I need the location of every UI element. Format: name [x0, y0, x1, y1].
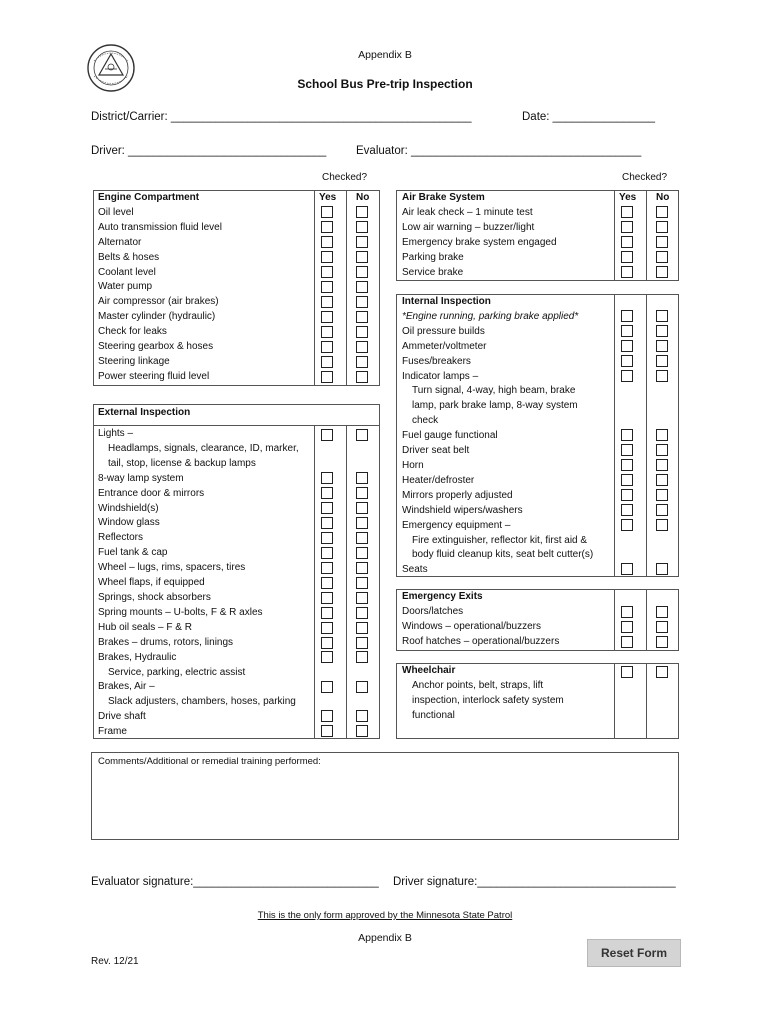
evaluator-signature-field[interactable]: Evaluator signature:_____________________________	[91, 876, 379, 888]
engine-yes-header: Yes	[319, 192, 337, 203]
yes-checkbox[interactable]	[621, 666, 633, 678]
list-item-sub: inspection, interlock safety system	[412, 694, 564, 706]
yes-checkbox[interactable]	[621, 459, 633, 471]
engine-title: Engine Compartment	[98, 192, 200, 203]
list-item: Fuses/breakers	[402, 355, 471, 367]
list-item: Check for leaks	[98, 326, 167, 338]
list-item: Drive shaft	[98, 711, 146, 723]
yes-checkbox[interactable]	[621, 504, 633, 516]
no-checkbox[interactable]	[356, 592, 368, 604]
checked-label-right: Checked?	[622, 172, 668, 183]
yes-checkbox[interactable]	[621, 355, 633, 367]
yes-checkbox[interactable]	[621, 236, 633, 248]
no-checkbox[interactable]	[356, 356, 368, 368]
list-item: Fuel tank & cap	[98, 547, 168, 559]
no-checkbox[interactable]	[656, 340, 668, 352]
no-checkbox[interactable]	[656, 206, 668, 218]
list-item: Reflectors	[98, 532, 144, 544]
no-checkbox[interactable]	[356, 371, 368, 383]
yes-checkbox[interactable]	[321, 356, 333, 368]
yes-checkbox[interactable]	[321, 725, 333, 737]
yes-checkbox[interactable]	[321, 206, 333, 218]
list-item: Belts & hoses	[98, 251, 160, 263]
list-item: Steering gearbox & hoses	[98, 341, 214, 353]
yes-checkbox[interactable]	[621, 325, 633, 337]
date-field[interactable]: Date: ________________	[522, 111, 656, 123]
list-item: Steering linkage	[98, 355, 170, 367]
yes-checkbox[interactable]	[621, 444, 633, 456]
air-brake-list	[402, 191, 557, 280]
no-checkbox[interactable]	[356, 517, 368, 529]
yes-checkbox[interactable]	[321, 502, 333, 514]
no-checkbox[interactable]	[356, 341, 368, 353]
yes-checkbox[interactable]	[321, 341, 333, 353]
list-item: Windshield wipers/washers	[402, 504, 523, 516]
yes-checkbox[interactable]	[621, 310, 633, 322]
approval-note: This is the only form approved by the Minnesota State Patrol	[257, 910, 513, 921]
yes-checkbox[interactable]	[621, 266, 633, 278]
no-checkbox[interactable]	[656, 429, 668, 441]
list-item-sub: functional	[412, 709, 455, 721]
no-checkbox[interactable]	[356, 502, 368, 514]
no-checkbox[interactable]	[656, 606, 668, 618]
no-checkbox[interactable]	[656, 266, 668, 278]
list-item: Emergency equipment –	[402, 519, 511, 531]
no-checkbox[interactable]	[356, 532, 368, 544]
external-list	[98, 427, 299, 740]
no-checkbox[interactable]	[656, 310, 668, 322]
list-item: Parking brake	[402, 251, 464, 263]
evaluator-field[interactable]: Evaluator: ____________________________________	[356, 145, 642, 157]
no-checkbox[interactable]	[356, 547, 368, 559]
list-item: Water pump	[98, 281, 153, 293]
no-checkbox[interactable]	[656, 355, 668, 367]
yes-checkbox[interactable]	[321, 311, 333, 323]
no-checkbox[interactable]	[356, 562, 368, 574]
yes-checkbox[interactable]	[321, 592, 333, 604]
list-item: Ammeter/voltmeter	[402, 340, 487, 352]
internal-note: *Engine running, parking brake applied*	[402, 310, 579, 322]
yes-checkbox[interactable]	[321, 562, 333, 574]
list-item: Heater/defroster	[402, 474, 475, 486]
list-item-sub: check	[412, 415, 439, 427]
reset-form-button[interactable]: Reset Form	[587, 939, 681, 967]
yes-checkbox[interactable]	[321, 577, 333, 589]
yes-checkbox[interactable]	[321, 637, 333, 649]
yes-checkbox[interactable]	[321, 651, 333, 663]
list-item-sub: tail, stop, license & backup lamps	[108, 457, 256, 469]
list-item: Brakes – drums, rotors, linings	[98, 636, 234, 648]
list-item-sub: Turn signal, 4-way, high beam, brake	[412, 385, 576, 397]
internal-title: Internal Inspection	[402, 296, 491, 307]
no-checkbox[interactable]	[356, 296, 368, 308]
no-checkbox[interactable]	[356, 266, 368, 278]
driver-field[interactable]: Driver: _______________________________	[91, 145, 327, 157]
list-item: 8-way lamp system	[98, 472, 184, 484]
yes-checkbox[interactable]	[621, 370, 633, 382]
air-brake-title: Air Brake System	[402, 192, 485, 203]
form-title: School Bus Pre-trip Inspection	[297, 77, 473, 91]
yes-checkbox[interactable]	[321, 517, 333, 529]
yes-checkbox[interactable]	[621, 489, 633, 501]
no-checkbox[interactable]	[356, 487, 368, 499]
list-item: Springs, shock absorbers	[98, 591, 211, 603]
list-item: Brakes, Hydraulic	[98, 651, 177, 663]
wheelchair-title: Wheelchair	[402, 665, 456, 676]
no-checkbox[interactable]	[356, 251, 368, 263]
no-checkbox[interactable]	[356, 725, 368, 737]
yes-checkbox[interactable]	[621, 621, 633, 633]
no-checkbox[interactable]	[656, 444, 668, 456]
list-item: Entrance door & mirrors	[98, 487, 205, 499]
yes-checkbox[interactable]	[321, 622, 333, 634]
no-checkbox[interactable]	[356, 472, 368, 484]
yes-checkbox[interactable]	[621, 636, 633, 648]
list-item: Windows – operational/buzzers	[402, 620, 541, 632]
exits-title: Emergency Exits	[402, 591, 483, 602]
no-checkbox[interactable]	[656, 221, 668, 233]
yes-checkbox[interactable]	[321, 532, 333, 544]
no-checkbox[interactable]	[656, 489, 668, 501]
list-item: Service brake	[402, 266, 464, 278]
no-checkbox[interactable]	[356, 710, 368, 722]
no-checkbox[interactable]	[656, 563, 668, 575]
list-item: Roof hatches – operational/buzzers	[402, 635, 560, 647]
engine-list	[98, 191, 222, 385]
comments-label: Comments/Additional or remedial training performed:	[98, 756, 321, 767]
no-checkbox[interactable]	[656, 370, 668, 382]
yes-checkbox[interactable]	[321, 429, 333, 441]
yes-checkbox[interactable]	[621, 221, 633, 233]
yes-checkbox[interactable]	[321, 326, 333, 338]
list-item: Fuel gauge functional	[402, 430, 498, 442]
no-checkbox[interactable]	[656, 459, 668, 471]
no-checkbox[interactable]	[356, 221, 368, 233]
no-checkbox[interactable]	[656, 636, 668, 648]
yes-checkbox[interactable]	[621, 474, 633, 486]
no-checkbox[interactable]	[656, 519, 668, 531]
exits-list	[402, 590, 559, 650]
yes-checkbox[interactable]	[321, 472, 333, 484]
yes-checkbox[interactable]	[621, 206, 633, 218]
yes-checkbox[interactable]	[321, 547, 333, 559]
yes-checkbox[interactable]	[621, 606, 633, 618]
checked-label-left: Checked?	[322, 172, 368, 183]
no-checkbox[interactable]	[656, 621, 668, 633]
list-item: Air compressor (air brakes)	[98, 296, 219, 308]
list-item-sub: Fire extinguisher, reflector kit, first aid &	[412, 534, 588, 546]
yes-checkbox[interactable]	[321, 681, 333, 693]
revision-label: Rev. 12/21	[91, 956, 139, 967]
list-item: Auto transmission fluid level	[98, 221, 222, 233]
list-item: Seats	[402, 564, 428, 576]
yes-checkbox[interactable]	[621, 519, 633, 531]
no-checkbox[interactable]	[356, 429, 368, 441]
list-item: Master cylinder (hydraulic)	[98, 311, 216, 323]
list-item: Power steering fluid level	[98, 370, 210, 382]
list-item-sub: Service, parking, electric assist	[108, 666, 246, 678]
list-item: Driver seat belt	[402, 445, 470, 457]
list-item: Indicator lamps –	[402, 370, 479, 382]
no-checkbox[interactable]	[356, 622, 368, 634]
no-checkbox[interactable]	[356, 637, 368, 649]
list-item: Spring mounts – U-bolts, F & R axles	[98, 606, 263, 618]
yes-checkbox[interactable]	[321, 607, 333, 619]
list-item: Hub oil seals – F & R	[98, 621, 192, 633]
list-item: Alternator	[98, 236, 142, 248]
list-item: Emergency brake system engaged	[402, 236, 557, 248]
external-title: External Inspection	[98, 407, 191, 418]
driver-signature-field[interactable]: Driver signature:_______________________________	[393, 876, 676, 888]
yes-checkbox[interactable]	[321, 281, 333, 293]
list-item: Frame	[98, 726, 127, 738]
list-item: Horn	[402, 459, 424, 471]
appendix-bottom: Appendix B	[358, 932, 412, 944]
list-item: Coolant level	[98, 266, 156, 278]
list-item: Brakes, Air –	[98, 681, 155, 693]
yes-checkbox[interactable]	[321, 371, 333, 383]
no-checkbox[interactable]	[656, 504, 668, 516]
list-item: Wheel flaps, if equipped	[98, 577, 205, 589]
list-item: Air leak check – 1 minute test	[402, 206, 533, 218]
no-checkbox[interactable]	[356, 281, 368, 293]
no-checkbox[interactable]	[656, 474, 668, 486]
list-item: Mirrors properly adjusted	[402, 489, 513, 501]
no-checkbox[interactable]	[356, 326, 368, 338]
no-checkbox[interactable]	[356, 311, 368, 323]
yes-checkbox[interactable]	[321, 487, 333, 499]
list-item: Lights –	[98, 428, 134, 439]
no-checkbox[interactable]	[656, 666, 668, 678]
no-checkbox[interactable]	[656, 325, 668, 337]
list-item-sub: Headlamps, signals, clearance, ID, marker,	[108, 442, 299, 454]
yes-checkbox[interactable]	[621, 563, 633, 575]
no-checkbox[interactable]	[356, 577, 368, 589]
no-checkbox[interactable]	[656, 236, 668, 248]
list-item-sub: lamp, park brake lamp, 8-way system	[412, 400, 578, 412]
engine-no-header: No	[356, 192, 370, 203]
list-item: Oil level	[98, 206, 134, 218]
list-item: Oil pressure builds	[402, 325, 485, 337]
no-checkbox[interactable]	[656, 251, 668, 263]
yes-checkbox[interactable]	[321, 221, 333, 233]
list-item: Doors/latches	[402, 605, 464, 617]
yes-checkbox[interactable]	[321, 296, 333, 308]
no-checkbox[interactable]	[356, 651, 368, 663]
no-checkbox[interactable]	[356, 681, 368, 693]
internal-list	[402, 295, 593, 578]
yes-checkbox[interactable]	[321, 266, 333, 278]
yes-checkbox[interactable]	[621, 429, 633, 441]
list-item: Low air warning – buzzer/light	[402, 221, 535, 233]
right-no-header: No	[656, 192, 670, 203]
list-item: Wheel – lugs, rims, spacers, tires	[98, 562, 246, 574]
yes-checkbox[interactable]	[621, 251, 633, 263]
no-checkbox[interactable]	[356, 206, 368, 218]
list-item: Window glass	[98, 517, 160, 529]
yes-checkbox[interactable]	[321, 236, 333, 248]
list-item-sub: Slack adjusters, chambers, hoses, parking	[108, 696, 296, 708]
right-yes-header: Yes	[619, 192, 637, 203]
list-item: Windshield(s)	[98, 502, 159, 514]
list-item-sub: body fluid cleanup kits, seat belt cutter(s)	[412, 549, 594, 561]
yes-checkbox[interactable]	[321, 251, 333, 263]
list-item-sub: Anchor points, belt, straps, lift	[412, 679, 544, 691]
no-checkbox[interactable]	[356, 236, 368, 248]
yes-checkbox[interactable]	[621, 340, 633, 352]
wheelchair-list	[402, 664, 564, 724]
yes-checkbox[interactable]	[321, 710, 333, 722]
appendix-top: Appendix B	[358, 49, 412, 61]
no-checkbox[interactable]	[356, 607, 368, 619]
district-carrier-field[interactable]: District/Carrier: _______________________________________________	[91, 111, 472, 123]
